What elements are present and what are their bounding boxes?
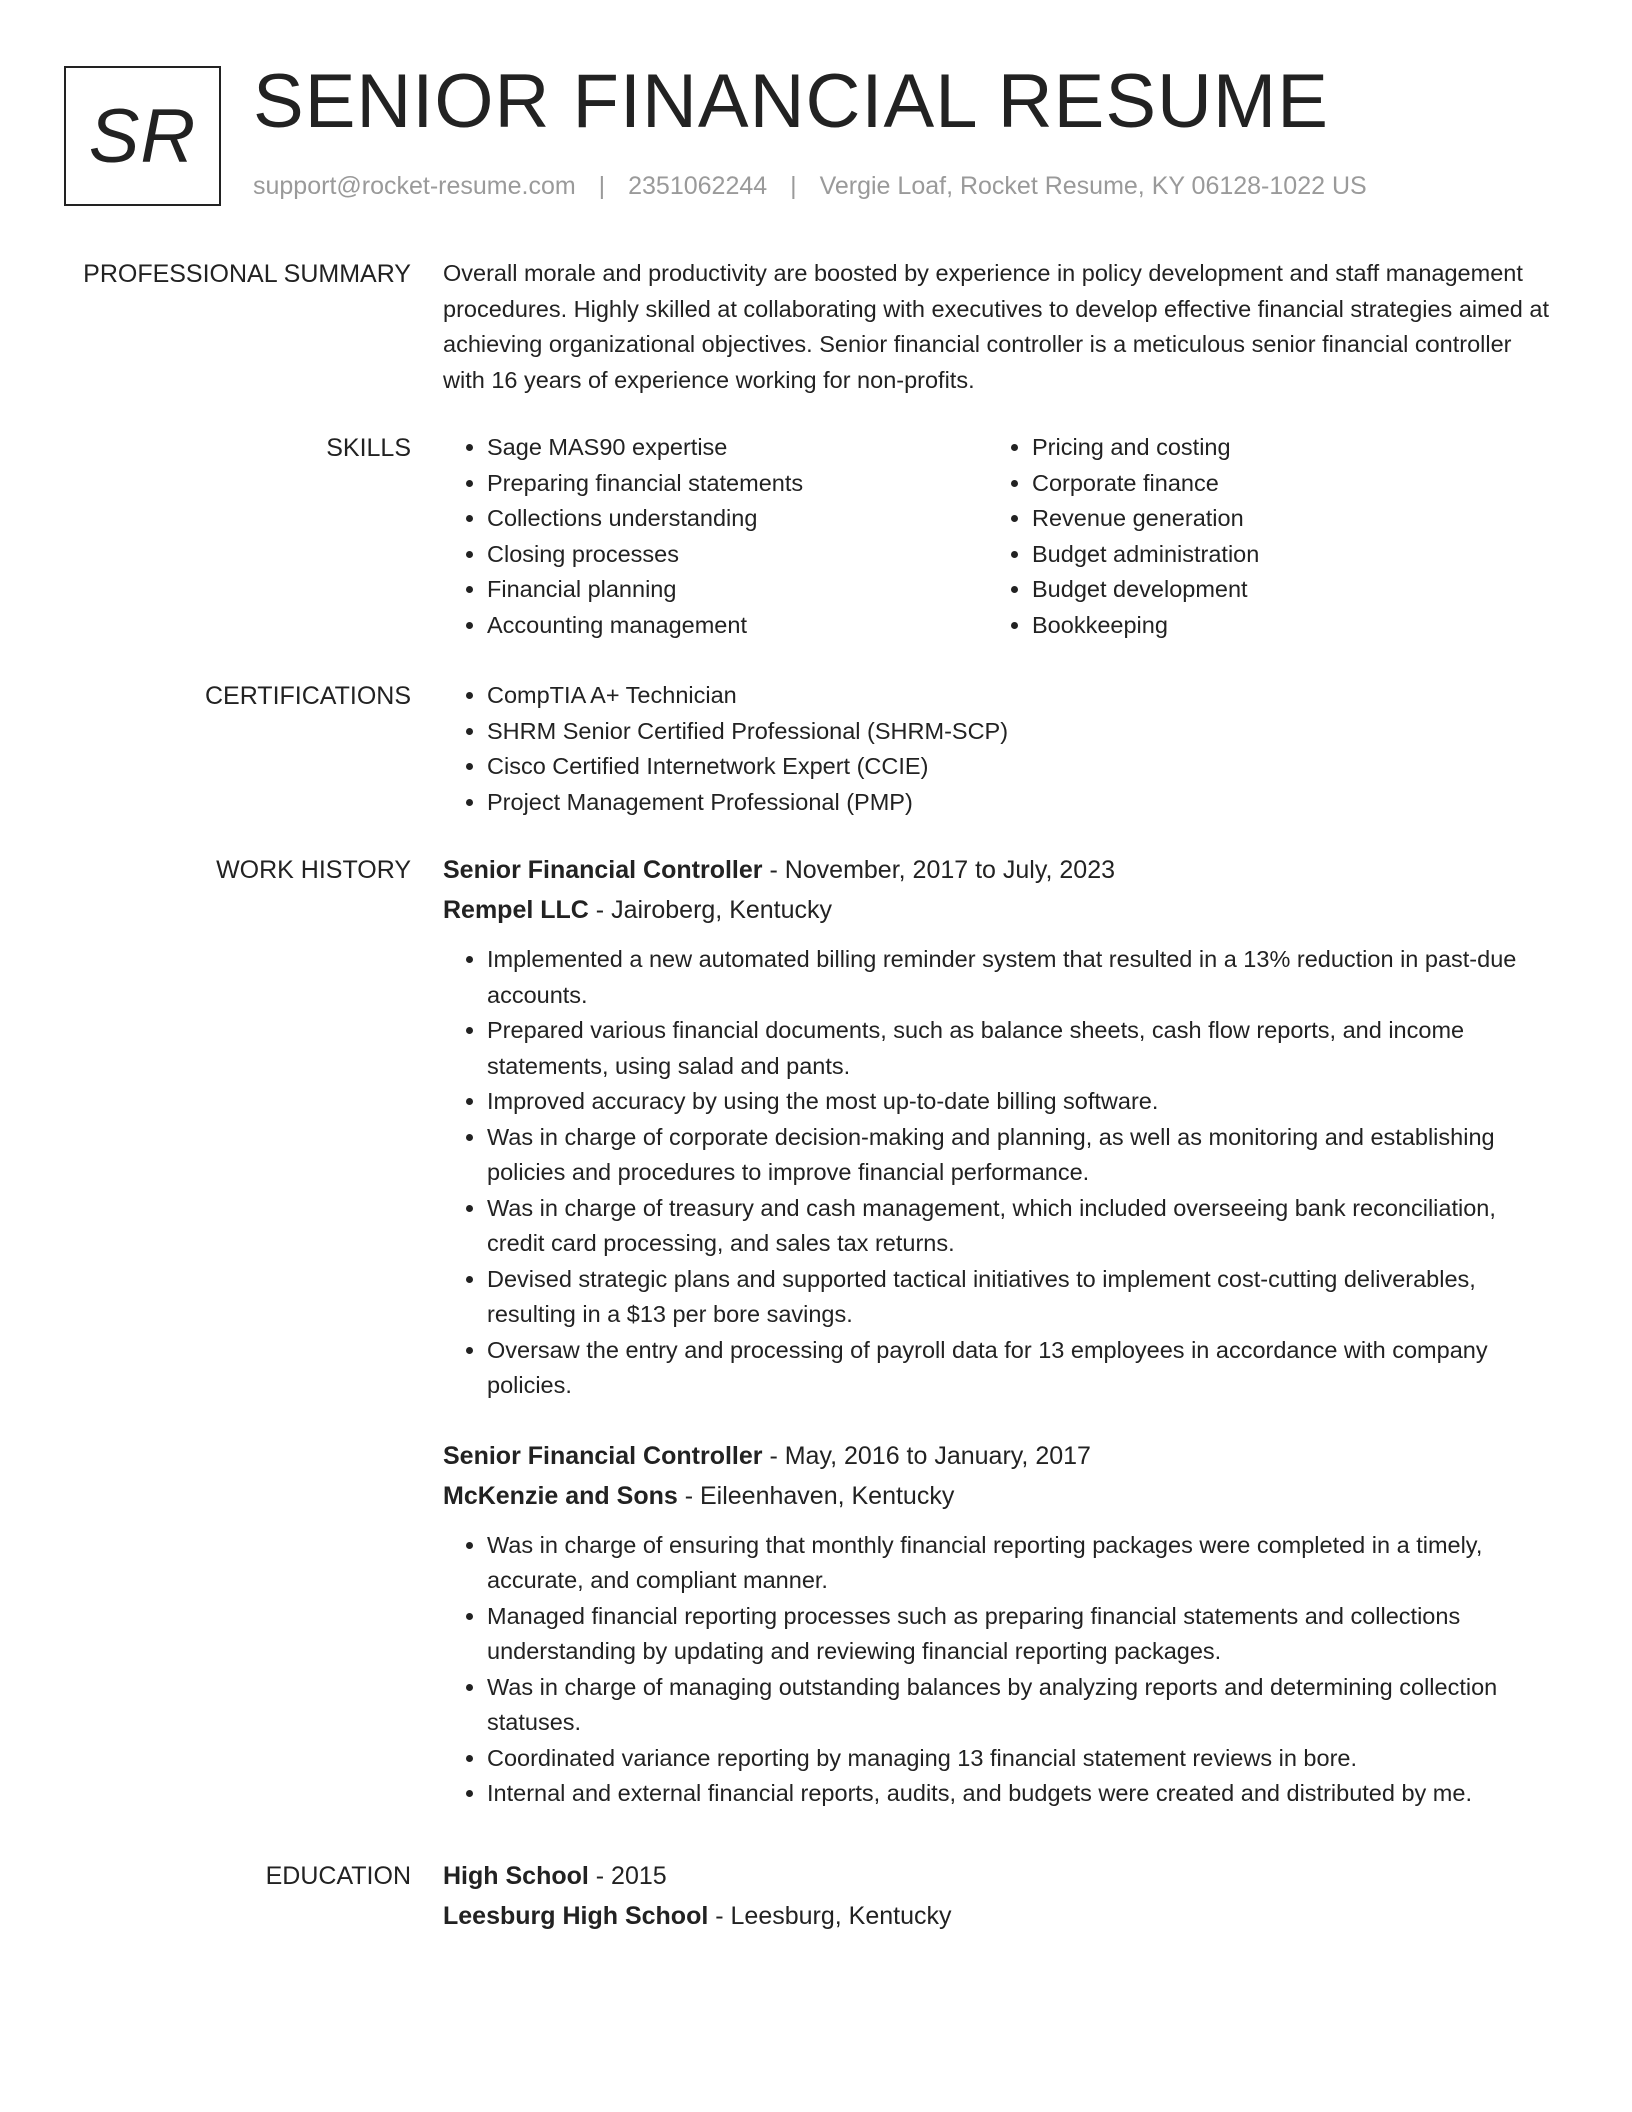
skill-item: • Pricing and costing	[1032, 430, 1532, 466]
skill-item: • Sage MAS90 expertise	[487, 430, 987, 466]
job-bullet: • Devised strategic plans and supported tactical initiatives to implement cost-cutting deliverables, resulting in a $13 per bore savings.	[487, 1262, 1555, 1333]
summary-body	[443, 256, 1555, 398]
skills-list-right	[988, 430, 1532, 643]
skills-label: SKILLS	[326, 434, 411, 462]
skill-item: • Closing processes	[487, 537, 987, 573]
certifications-list	[443, 678, 1555, 820]
contact-address: Vergie Loaf, Rocket Resume, KY 06128-1022 US	[819, 172, 1367, 200]
monogram-text: SR	[88, 93, 197, 179]
skill-item: • Preparing financial statements	[487, 466, 987, 502]
job-bullet: • Was in charge of managing outstanding balances by analyzing reports and determining collection statuses.	[487, 1670, 1555, 1741]
job-company-line	[443, 890, 1555, 930]
education-school-line	[443, 1896, 1555, 1936]
monogram-badge	[64, 66, 221, 206]
skill-item: • Budget development	[1032, 572, 1532, 608]
job-bullet: • Improved accuracy by using the most up-to-date billing software.	[487, 1084, 1555, 1120]
job-company-line	[443, 1476, 1555, 1516]
education-degree-line	[443, 1856, 1555, 1896]
job-title: Senior Financial Controller	[443, 1441, 763, 1470]
skill-item: • Bookkeeping	[1032, 608, 1532, 644]
resume-title: SENIOR FINANCIAL RESUME	[253, 59, 1329, 144]
skill-item: • Corporate finance	[1032, 466, 1532, 502]
job-bullet: • Implemented a new automated billing reminder system that resulted in a 13% reduction in past-due accounts.	[487, 942, 1555, 1013]
certification-item: • Cisco Certified Internetwork Expert (CCIE)	[487, 749, 1555, 785]
education-year: - 2015	[588, 1862, 667, 1890]
certification-item: • SHRM Senior Certified Professional (SHRM-SCP)	[487, 714, 1555, 750]
education-location: - Leesburg, Kentucky	[708, 1902, 952, 1930]
education-body	[443, 1856, 1555, 1936]
education-degree: High School	[443, 1862, 589, 1890]
contact-email: support@rocket-resume.com	[253, 172, 576, 200]
skill-item: • Financial planning	[487, 572, 987, 608]
job-title: Senior Financial Controller	[443, 856, 763, 884]
job-dates: - May, 2016 to January, 2017	[762, 1441, 1091, 1470]
job-company: Rempel LLC	[443, 896, 589, 924]
skill-item: • Collections understanding	[487, 501, 987, 537]
contact-separator: |	[790, 172, 797, 200]
job-bullet: • Internal and external financial reports, audits, and budgets were created and distributed by me.	[487, 1776, 1555, 1812]
contact-separator: |	[598, 172, 606, 200]
job-location: - Jairoberg, Kentucky	[588, 896, 833, 924]
certification-item: • CompTIA A+ Technician	[487, 678, 1555, 714]
certifications-body	[443, 678, 1555, 820]
job-title-line	[443, 850, 1555, 890]
work-history-body	[443, 850, 1555, 1812]
certifications-label: CERTIFICATIONS	[204, 682, 411, 710]
job-dates: - November, 2017 to July, 2023	[762, 856, 1116, 884]
job-title-line	[443, 1436, 1555, 1476]
skill-item: • Budget administration	[1032, 537, 1532, 573]
job-bullet: • Coordinated variance reporting by managing 13 financial statement reviews in bore.	[487, 1741, 1555, 1777]
job-bullet: • Prepared various financial documents, such as balance sheets, cash flow reports, and income statements, using salad and pants.	[487, 1013, 1555, 1084]
job-bullet: • Oversaw the entry and processing of payroll data for 13 employees in accordance with company policies.	[487, 1333, 1555, 1404]
job-bullet-list	[443, 1528, 1555, 1812]
skill-item: • Accounting management	[487, 608, 987, 644]
work-history-label: WORK HISTORY	[216, 856, 411, 884]
job-company: McKenzie and Sons	[443, 1481, 678, 1510]
job-bullet: • Was in charge of corporate decision-making and planning, as well as monitoring and establishing policies and procedures to improve financial performance.	[487, 1120, 1555, 1191]
certification-item: • Project Management Professional (PMP)	[487, 785, 1555, 821]
skills-body	[443, 430, 1555, 643]
skills-list-left	[443, 430, 987, 643]
job-entry	[443, 1436, 1555, 1812]
education-school: Leesburg High School	[443, 1902, 709, 1930]
contact-line	[253, 172, 1367, 201]
job-bullet-list	[443, 942, 1555, 1404]
job-entry	[443, 850, 1555, 1404]
job-location: - Eileenhaven, Kentucky	[677, 1481, 955, 1510]
education-label: EDUCATION	[265, 1862, 411, 1890]
summary-text: Overall morale and productivity are boosted by experience in policy development and staff management procedures. Highly skilled at collaborating with executives to develop effective financial strategies aimed at achieving organizational objectives. Senior financial controller is a meticulous senior financial controller with 16 years of experience working for non-profits.	[443, 260, 1549, 393]
job-bullet: • Managed financial reporting processes such as preparing financial statements and collections understanding by updating and reviewing financial reporting packages.	[487, 1599, 1555, 1670]
summary-label: PROFESSIONAL SUMMARY	[83, 260, 411, 288]
job-bullet: • Was in charge of ensuring that monthly financial reporting packages were completed in a timely, accurate, and compliant manner.	[487, 1528, 1555, 1599]
skill-item: • Revenue generation	[1032, 501, 1532, 537]
contact-phone: 2351062244	[628, 172, 768, 200]
job-bullet: • Was in charge of treasury and cash management, which included overseeing bank reconciliation, credit card processing, and sales tax returns.	[487, 1191, 1555, 1262]
